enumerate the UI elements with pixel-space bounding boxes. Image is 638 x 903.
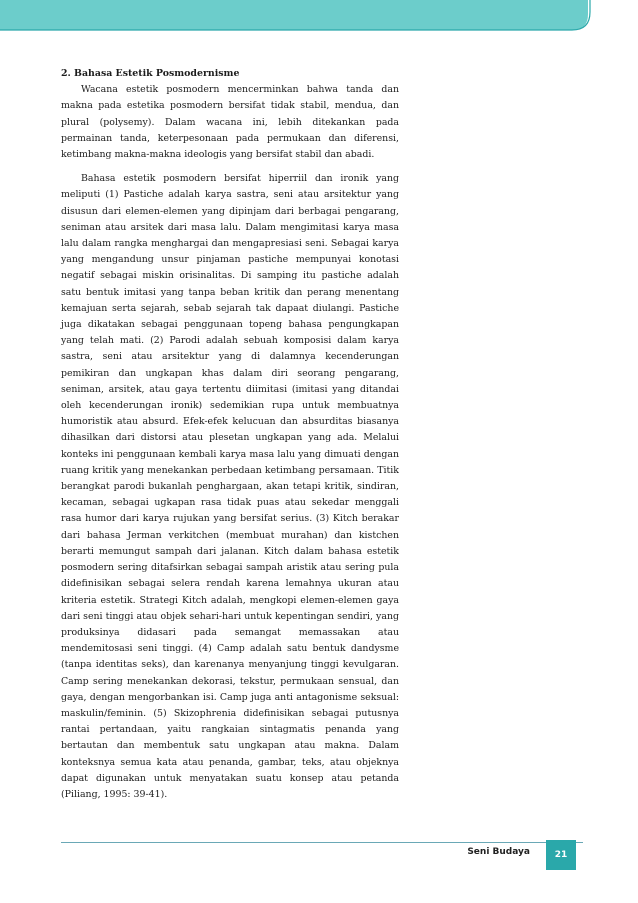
section-content	[61, 66, 399, 803]
footer-divider	[61, 842, 583, 843]
header-band	[0, 0, 638, 38]
page-number-badge: 21	[546, 840, 576, 870]
footer-book-title: Seni Budaya	[467, 847, 530, 857]
header-band-shape	[0, 0, 588, 30]
paragraph-intro: Wacana estetik posmodern mencerminkan bahwa tanda dan makna pada estetika posmodern bersifat tidak stabil, mendua, dan plural (polysemy). Dalam wacana ini, lebih ditekankan pada permainan tanda, keterpesonaan pada permukaan dan diferensi, ketimbang makna-makna ideologis yang bersifat stabil dan abadi.	[61, 84, 399, 161]
section-heading: 2. Bahasa Estetik Posmodernisme	[61, 68, 240, 79]
paragraph-body: Bahasa estetik posmodern bersifat hiperriil dan ironik yang meliputi (1) Pastiche adalah karya sastra, seni atau arsitektur yang disusun dari elemen-elemen yang dipinjam dari berbagai pengarang, seniman atau arsitek dari masa lalu. Dalam mengimitasi karya masa lalu dalam rangka menghargai dan mengapresiasi seni. Sebagai karya yang mengandung unsur pinjaman pastiche mempunyai konotasi negatif sebagai miskin orisinalitas. Di samping itu pastiche adalah satu bentuk imitasi yang tanpa beban kritik dan perang menentang kemajuan serta sejarah, sebab sejarah tak dapaat diulangi. Pastiche juga dikatakan sebagai penggunaan topeng bahasa pengungkapan yang telah mati. (2) Parodi adalah sebuah komposisi dalam karya sastra, seni atau arsitektur yang di dalamnya kecenderungan pemikiran dan ungkapan khas dalam diri seorang pengarang, seniman, arsitek, atau gaya tertentu diimitasi (imitasi yang ditandai oleh kecenderungan ironik) sedemikian rupa untuk membuatnya humoristik atau absurd. Efek-efek kelucuan dan absurditas biasanya dihasilkan dari distorsi atau plesetan ungkapan yang ada. Melalui konteks ini penggunaan kembali karya masa lalu yang dimuati dengan ruang kritik yang menekankan perbedaan ketimbang persamaan. Titik berangkat parodi bukanlah penghargaan, akan tetapi kritik, sindiran, kecaman, sebagai ugkapan rasa tidak puas atau sekedar menggali rasa humor dari karya rujukan yang bersifat serius. (3) Kitch berakar dari bahasa Jerman verkitchen (membuat murahan) dan kistchen berarti memungut sampah dari jalanan. Kitch dalam bahasa estetik posmodern sering ditafsirkan sebagai sampah aristik atau sering pula didefinisikan sebagai selera rendah karena lemahnya ukuran atau kriteria estetik. Strategi Kitch adalah, mengkopi elemen-elemen gaya dari seni tinggi atau objek sehari-hari untuk kepentingan sendiri, yang produksinya didasari pada semangat memassakan atau mendemitosasi seni tinggi. (4) Camp adalah satu bentuk dandysme (tanpa identitas seks), dan karenanya menyanjung tinggi kevulgaran. Camp sering menekankan dekorasi, tekstur, permukaan sensual, dan gaya, dengan mengorbankan isi. Camp juga anti antagonisme seksual: maskulin/feminin. (5) Skizophrenia didefinisikan sebagai putusnya rantai pertandaan, yaitu rangkaian sintagmatis penanda yang bertautan dan membentuk satu ungkapan atau makna. Dalam konteksnya semua kata atau penanda, gambar, teks, atau objeknya dapat digunakan untuk menyatakan suatu konsep atau petanda (Piliang, 1995: 39-41).	[61, 173, 399, 800]
